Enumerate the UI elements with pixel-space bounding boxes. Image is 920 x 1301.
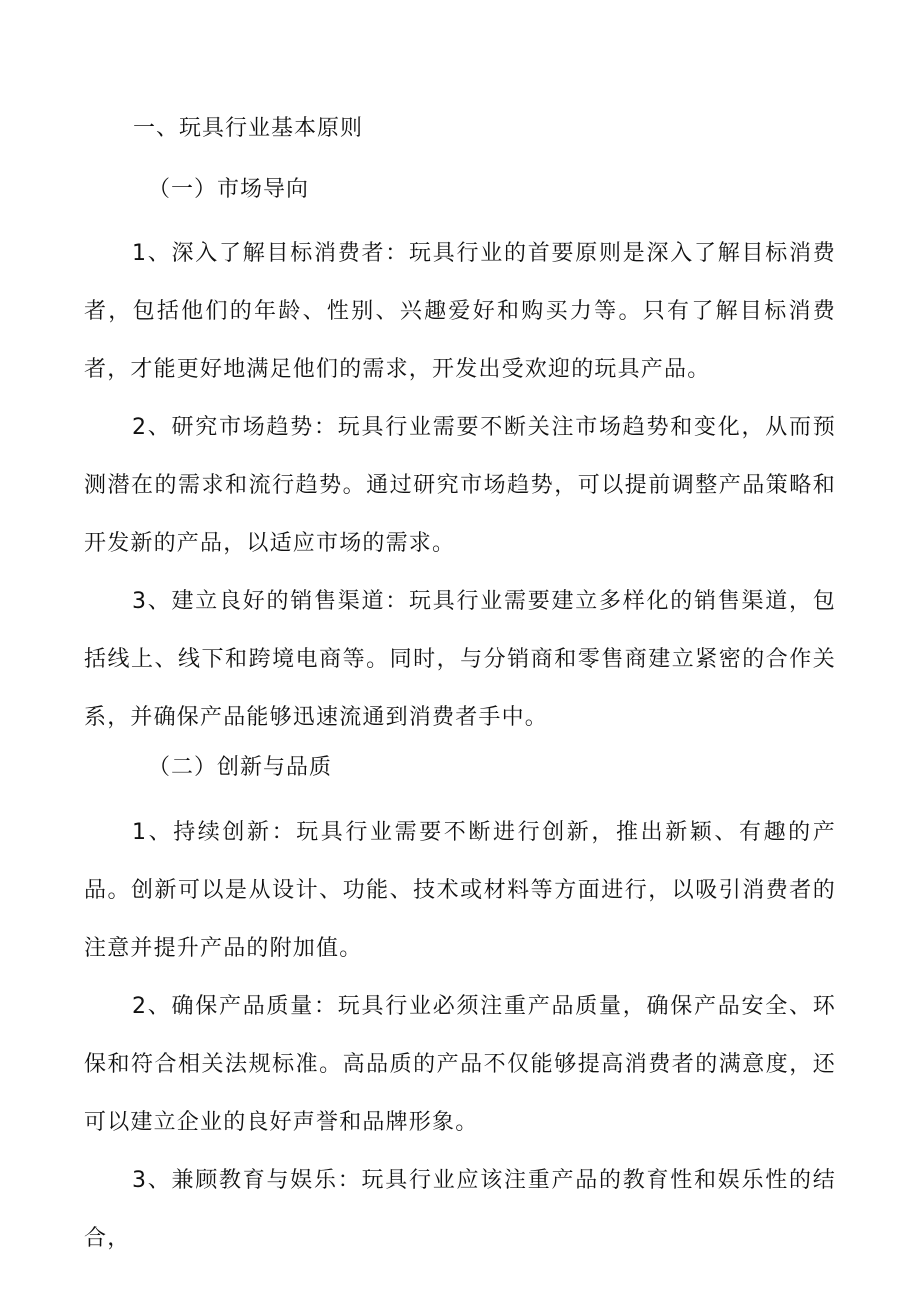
paragraph: 3、建立良好的销售渠道：玩具行业需要建立多样化的销售渠道，包括线上、线下和跨境电商等。同时，与分销商和零售商建立紧密的合作关系，并确保产品能够迅速流通到消费者手中。: [84, 589, 836, 730]
paragraph: 1、持续创新：玩具行业需要不断进行创新，推出新颖、有趣的产品。创新可以是从设计、功能、技术或材料等方面进行，以吸引消费者的注意并提升产品的附加值。: [84, 820, 836, 961]
section-heading-market: （一）市场导向: [148, 177, 310, 202]
paragraph: 2、确保产品质量：玩具行业必须注重产品质量，确保产品安全、环保和符合相关法规标准。高品质的产品不仅能够提高消费者的满意度，还可以建立企业的良好声誉和品牌形象。: [84, 994, 836, 1135]
section-heading-innovation: （二）创新与品质: [148, 755, 333, 780]
paragraph: 1、深入了解目标消费者：玩具行业的首要原则是深入了解目标消费者，包括他们的年龄、性别、兴趣爱好和购买力等。只有了解目标消费者，才能更好地满足他们的需求，开发出受欢迎的玩具产品。: [84, 241, 836, 382]
paragraph: 3、兼顾教育与娱乐：玩具行业应该注重产品的教育性和娱乐性的结合，: [84, 1168, 836, 1251]
paragraph: 2、研究市场趋势：玩具行业需要不断关注市场趋势和变化，从而预测潜在的需求和流行趋势。通过研究市场趋势，可以提前调整产品策略和开发新的产品，以适应市场的需求。: [84, 415, 836, 556]
chapter-heading: 一、玩具行业基本原则: [133, 116, 364, 141]
